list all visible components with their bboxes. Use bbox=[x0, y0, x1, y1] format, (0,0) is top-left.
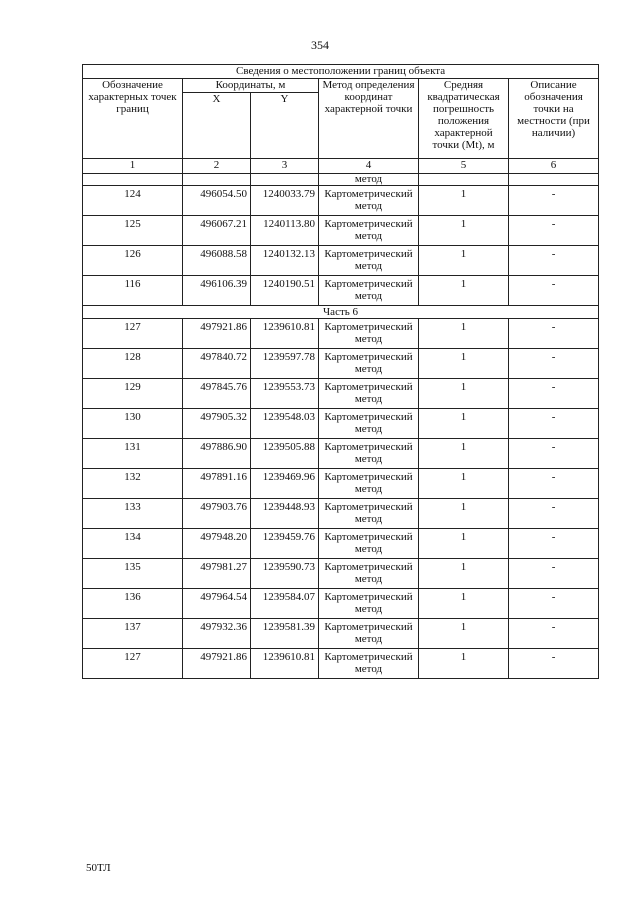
column-number: 6 bbox=[509, 159, 599, 174]
table-row bbox=[83, 246, 599, 276]
cell-point: 125 bbox=[83, 216, 183, 246]
cell-y: 1239553.73 bbox=[251, 379, 319, 409]
cell-method: Картометрический метод bbox=[319, 529, 419, 559]
table-row bbox=[83, 409, 599, 439]
cell-point: 126 bbox=[83, 246, 183, 276]
continuation-method: метод bbox=[319, 174, 419, 186]
column-number: 3 bbox=[251, 159, 319, 174]
table-title: Сведения о местоположении границ объекта bbox=[83, 65, 599, 79]
table-row bbox=[83, 439, 599, 469]
cell-description: - bbox=[509, 589, 599, 619]
cell-error: 1 bbox=[419, 559, 509, 589]
cell-y: 1239548.03 bbox=[251, 409, 319, 439]
table-row bbox=[83, 469, 599, 499]
cell-method: Картометрический метод bbox=[319, 499, 419, 529]
cell-description: - bbox=[509, 499, 599, 529]
table-row bbox=[83, 559, 599, 589]
cell-x: 497905.32 bbox=[183, 409, 251, 439]
table-row bbox=[83, 379, 599, 409]
header-coordinates: Координаты, м bbox=[183, 79, 319, 93]
cell-point: 136 bbox=[83, 589, 183, 619]
cell-method: Картометрический метод bbox=[319, 246, 419, 276]
boundary-table bbox=[82, 64, 599, 679]
cell-x: 497981.27 bbox=[183, 559, 251, 589]
header-method: Метод определения координат характерной точки bbox=[319, 79, 419, 159]
cell-description: - bbox=[509, 619, 599, 649]
cell-method: Картометрический метод bbox=[319, 439, 419, 469]
cell-point: 116 bbox=[83, 276, 183, 306]
cell-point: 127 bbox=[83, 319, 183, 349]
cell-x: 497921.86 bbox=[183, 319, 251, 349]
cell-description: - bbox=[509, 379, 599, 409]
cell-description: - bbox=[509, 529, 599, 559]
cell-error: 1 bbox=[419, 409, 509, 439]
cell-x: 497932.36 bbox=[183, 619, 251, 649]
header-designation: Обозначение характерных точек границ bbox=[83, 79, 183, 159]
table-row bbox=[83, 499, 599, 529]
cell-description: - bbox=[509, 186, 599, 216]
cell-error: 1 bbox=[419, 649, 509, 679]
header-y: Y bbox=[251, 93, 319, 159]
cell-x: 497886.90 bbox=[183, 439, 251, 469]
cell-point: 135 bbox=[83, 559, 183, 589]
column-number: 5 bbox=[419, 159, 509, 174]
cell-x: 497840.72 bbox=[183, 349, 251, 379]
cell-x: 497845.76 bbox=[183, 379, 251, 409]
cell-description: - bbox=[509, 409, 599, 439]
cell-error: 1 bbox=[419, 216, 509, 246]
cell-description: - bbox=[509, 559, 599, 589]
cell-point: 134 bbox=[83, 529, 183, 559]
cell-y: 1239581.39 bbox=[251, 619, 319, 649]
column-number: 2 bbox=[183, 159, 251, 174]
cell-method: Картометрический метод bbox=[319, 276, 419, 306]
cell-y: 1239597.78 bbox=[251, 349, 319, 379]
cell-error: 1 bbox=[419, 246, 509, 276]
cell-method: Картометрический метод bbox=[319, 379, 419, 409]
cell-x: 496054.50 bbox=[183, 186, 251, 216]
footer-code: 50ТЛ bbox=[86, 862, 111, 874]
cell-error: 1 bbox=[419, 439, 509, 469]
cell-method: Картометрический метод bbox=[319, 469, 419, 499]
cell-y: 1239610.81 bbox=[251, 649, 319, 679]
cell-description: - bbox=[509, 276, 599, 306]
cell-error: 1 bbox=[419, 349, 509, 379]
cell-x: 497948.20 bbox=[183, 529, 251, 559]
cell-error: 1 bbox=[419, 499, 509, 529]
cell-x: 497964.54 bbox=[183, 589, 251, 619]
cell-y: 1240033.79 bbox=[251, 186, 319, 216]
cell-error: 1 bbox=[419, 469, 509, 499]
cell-x: 497921.86 bbox=[183, 649, 251, 679]
cell-error: 1 bbox=[419, 319, 509, 349]
cell-error: 1 bbox=[419, 276, 509, 306]
column-number: 1 bbox=[83, 159, 183, 174]
cell-point: 129 bbox=[83, 379, 183, 409]
cell-error: 1 bbox=[419, 186, 509, 216]
cell-description: - bbox=[509, 349, 599, 379]
cell-x: 497903.76 bbox=[183, 499, 251, 529]
cell-y: 1240190.51 bbox=[251, 276, 319, 306]
cell-y: 1239584.07 bbox=[251, 589, 319, 619]
cell-error: 1 bbox=[419, 589, 509, 619]
column-number: 4 bbox=[319, 159, 419, 174]
cell-point: 130 bbox=[83, 409, 183, 439]
cell-method: Картометрический метод bbox=[319, 409, 419, 439]
cell-y: 1239459.76 bbox=[251, 529, 319, 559]
table-row bbox=[83, 216, 599, 246]
table-row bbox=[83, 186, 599, 216]
cell-y: 1239469.96 bbox=[251, 469, 319, 499]
cell-error: 1 bbox=[419, 379, 509, 409]
cell-description: - bbox=[509, 246, 599, 276]
table-row bbox=[83, 589, 599, 619]
cell-method: Картометрический метод bbox=[319, 619, 419, 649]
cell-y: 1239505.88 bbox=[251, 439, 319, 469]
cell-method: Картометрический метод bbox=[319, 216, 419, 246]
cell-point: 128 bbox=[83, 349, 183, 379]
cell-error: 1 bbox=[419, 529, 509, 559]
table-row bbox=[83, 349, 599, 379]
cell-description: - bbox=[509, 649, 599, 679]
cell-method: Картометрический метод bbox=[319, 349, 419, 379]
table-row bbox=[83, 529, 599, 559]
cell-y: 1239448.93 bbox=[251, 499, 319, 529]
cell-y: 1239610.81 bbox=[251, 319, 319, 349]
cell-y: 1240113.80 bbox=[251, 216, 319, 246]
table-row bbox=[83, 319, 599, 349]
header-error: Средняя квадратическая погрешность положения характерной точки (Mt), м bbox=[419, 79, 509, 159]
cell-y: 1239590.73 bbox=[251, 559, 319, 589]
cell-description: - bbox=[509, 439, 599, 469]
page-number: 354 bbox=[311, 38, 329, 52]
header-x: X bbox=[183, 93, 251, 159]
cell-x: 496067.21 bbox=[183, 216, 251, 246]
cell-method: Картометрический метод bbox=[319, 649, 419, 679]
cell-error: 1 bbox=[419, 619, 509, 649]
cell-point: 124 bbox=[83, 186, 183, 216]
table-row bbox=[83, 619, 599, 649]
header-description: Описание обозначения точки на местности (при наличии) bbox=[509, 79, 599, 159]
cell-method: Картометрический метод bbox=[319, 559, 419, 589]
cell-point: 127 bbox=[83, 649, 183, 679]
cell-x: 496088.58 bbox=[183, 246, 251, 276]
part-label: Часть 6 bbox=[83, 306, 599, 319]
cell-point: 137 bbox=[83, 619, 183, 649]
cell-description: - bbox=[509, 319, 599, 349]
cell-point: 132 bbox=[83, 469, 183, 499]
table-row bbox=[83, 649, 599, 679]
cell-point: 131 bbox=[83, 439, 183, 469]
cell-point: 133 bbox=[83, 499, 183, 529]
cell-method: Картометрический метод bbox=[319, 186, 419, 216]
cell-description: - bbox=[509, 216, 599, 246]
cell-x: 496106.39 bbox=[183, 276, 251, 306]
cell-method: Картометрический метод bbox=[319, 589, 419, 619]
cell-description: - bbox=[509, 469, 599, 499]
cell-y: 1240132.13 bbox=[251, 246, 319, 276]
table-row bbox=[83, 276, 599, 306]
cell-x: 497891.16 bbox=[183, 469, 251, 499]
cell-method: Картометрический метод bbox=[319, 319, 419, 349]
